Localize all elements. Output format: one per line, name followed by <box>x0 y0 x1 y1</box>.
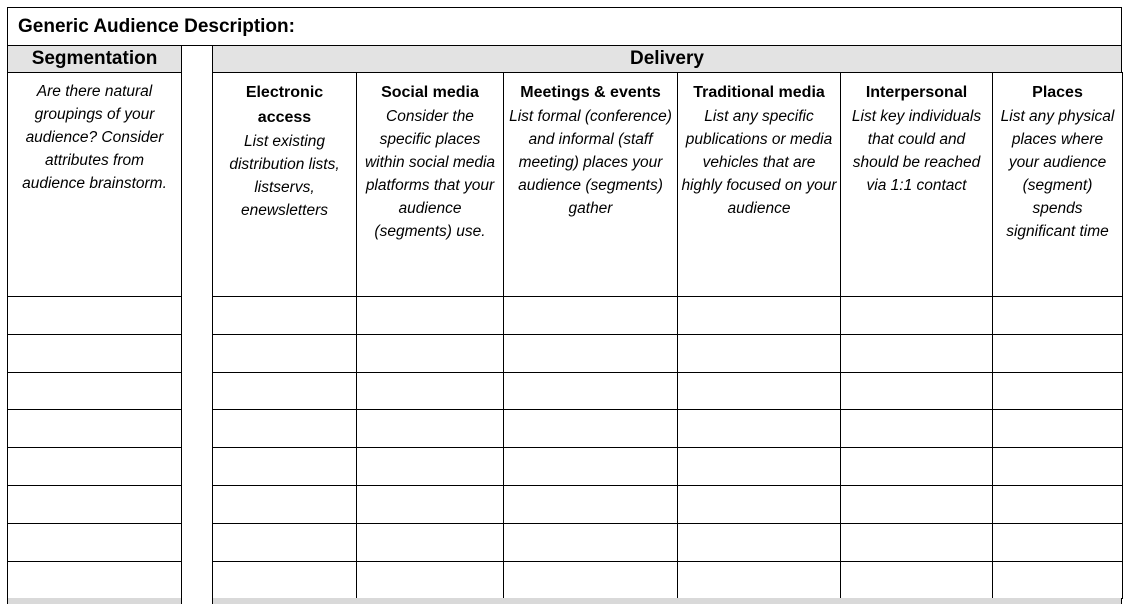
table-cell[interactable] <box>840 523 993 562</box>
table-cell[interactable] <box>7 296 182 335</box>
column-description: List any physical places where your audience (segment) spends significant time <box>1000 108 1115 240</box>
table-cell[interactable] <box>992 561 1123 599</box>
table-cell[interactable] <box>840 334 993 373</box>
table-cell[interactable] <box>212 523 357 562</box>
table-cell[interactable] <box>992 447 1123 486</box>
table-cell[interactable] <box>356 485 504 524</box>
delivery-header: Delivery <box>212 45 1122 73</box>
table-cell[interactable] <box>212 485 357 524</box>
table-cell[interactable] <box>356 409 504 448</box>
table-cell[interactable] <box>7 485 182 524</box>
table-cell[interactable] <box>503 561 678 599</box>
table-cell[interactable] <box>7 372 182 410</box>
table-cell[interactable] <box>212 409 357 448</box>
table-cell[interactable] <box>7 523 182 562</box>
table-cell[interactable] <box>212 447 357 486</box>
table-cell[interactable] <box>356 561 504 599</box>
column-description: List existing distribution lists, listservs, enewsletters <box>229 133 340 219</box>
table-cell[interactable] <box>840 447 993 486</box>
table-cell[interactable] <box>503 372 678 410</box>
delivery-column-header <box>503 72 678 297</box>
table-cell[interactable] <box>992 485 1123 524</box>
table-cell[interactable] <box>356 296 504 335</box>
table-cell[interactable] <box>677 296 841 335</box>
table-cell[interactable] <box>992 409 1123 448</box>
table-cell[interactable] <box>840 372 993 410</box>
table-cell[interactable] <box>503 334 678 373</box>
column-name: Places <box>1032 84 1083 101</box>
table-cell[interactable] <box>503 296 678 335</box>
delivery-footer-row <box>212 598 1122 604</box>
column-description: List formal (conference) and informal (staff meeting) places your audience (segments) gather <box>509 108 672 217</box>
segmentation-header: Segmentation <box>7 45 182 73</box>
table-cell[interactable] <box>840 485 993 524</box>
table-cell[interactable] <box>212 561 357 599</box>
column-name: Traditional media <box>693 84 825 101</box>
table-cell[interactable] <box>992 296 1123 335</box>
table-cell[interactable] <box>677 485 841 524</box>
table-cell[interactable] <box>356 447 504 486</box>
table-cell[interactable] <box>212 296 357 335</box>
column-name: Electronic access <box>245 84 324 126</box>
table-cell[interactable] <box>677 523 841 562</box>
segmentation-footer-row <box>7 598 182 604</box>
table-cell[interactable] <box>7 561 182 599</box>
table-cell[interactable] <box>677 334 841 373</box>
column-description: List any specific publications or media vehicles that are highly focused on your audience <box>681 108 837 217</box>
column-name: Social media <box>381 84 479 101</box>
table-cell[interactable] <box>212 372 357 410</box>
table-cell[interactable] <box>7 409 182 448</box>
table-cell[interactable] <box>503 409 678 448</box>
table-cell[interactable] <box>992 334 1123 373</box>
segmentation-description: Are there natural groupings of your audience? Consider attributes from audience brainstorm. <box>22 83 167 192</box>
delivery-column-header <box>356 72 504 297</box>
table-cell[interactable] <box>677 409 841 448</box>
segmentation-description-cell <box>7 72 182 297</box>
table-cell[interactable] <box>503 447 678 486</box>
table-cell[interactable] <box>677 447 841 486</box>
delivery-column-header <box>840 72 993 297</box>
table-cell[interactable] <box>212 334 357 373</box>
table-cell[interactable] <box>677 561 841 599</box>
table-cell[interactable] <box>992 523 1123 562</box>
delivery-column-header <box>677 72 841 297</box>
table-cell[interactable] <box>992 372 1123 410</box>
table-cell[interactable] <box>356 334 504 373</box>
table-cell[interactable] <box>840 409 993 448</box>
page-title: Generic Audience Description: <box>7 7 1122 46</box>
table-cell[interactable] <box>503 485 678 524</box>
delivery-column-header <box>212 72 357 297</box>
column-name: Interpersonal <box>865 84 968 101</box>
column-description: List key individuals that could and should be reached via 1:1 contact <box>851 108 982 194</box>
table-cell[interactable] <box>7 334 182 373</box>
delivery-column-header <box>992 72 1123 297</box>
column-name: Meetings & events <box>520 84 661 101</box>
table-cell[interactable] <box>356 372 504 410</box>
table-cell[interactable] <box>840 296 993 335</box>
table-cell[interactable] <box>356 523 504 562</box>
table-cell[interactable] <box>503 523 678 562</box>
column-description: Consider the specific places within social media platforms that your audience (segments) use. <box>364 108 496 240</box>
table-cell[interactable] <box>840 561 993 599</box>
table-cell[interactable] <box>677 372 841 410</box>
table-cell[interactable] <box>7 447 182 486</box>
